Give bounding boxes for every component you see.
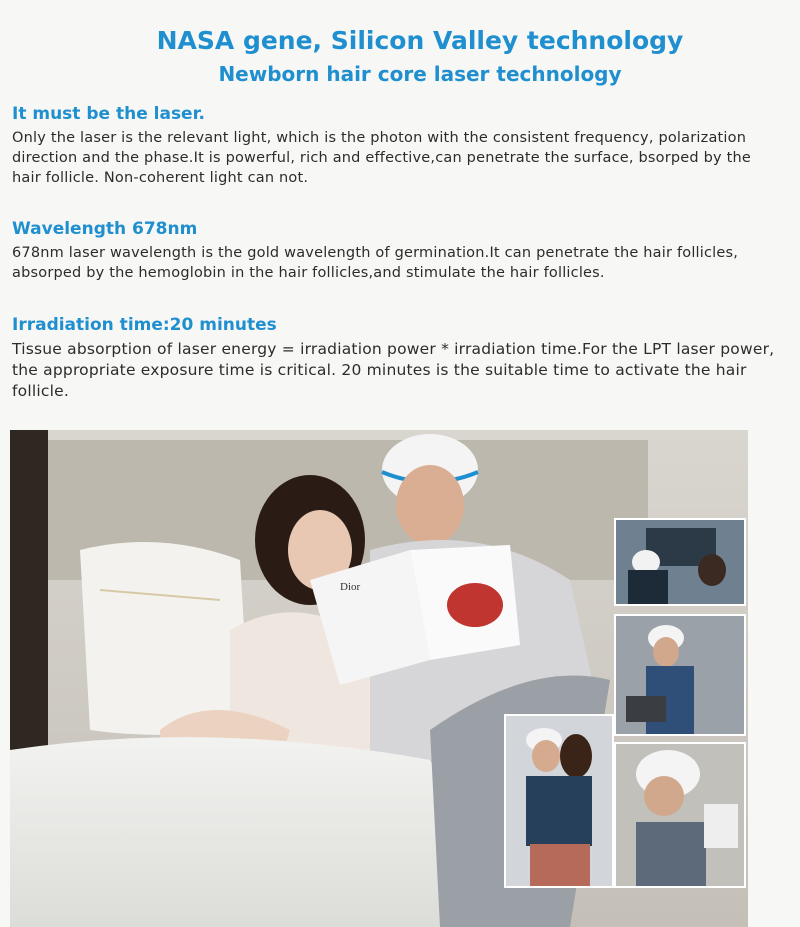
main-title: NASA gene, Silicon Valley technology [156, 26, 684, 55]
thumb-couple-hug [504, 714, 614, 888]
section-heading: Wavelength 678nm [12, 219, 198, 239]
section-laser [12, 104, 782, 188]
thumb-couple-watching-tv [614, 518, 746, 606]
sub-title: Newborn hair core laser technology [218, 62, 622, 86]
section-body: Tissue absorption of laser energy = irradiation power * irradiation time.For the LPT laser power, the appropriate exposure time is critical. 20 minutes is the suitable time to activate the hair follicle. [12, 340, 775, 400]
section-body: 678nm laser wavelength is the gold wavelength of germination.It can penetrate the hair follicles, absorped by the hemoglobin in the hair follicles,and stimulate the hair follicles. [12, 245, 739, 281]
section-body: Only the laser is the relevant light, which is the photon with the consistent frequency, polarization direction and the phase.It is powerful, rich and effective,can penetrate the surface, bsorped by the hair follicle. Non-coherent light can not. [12, 130, 752, 186]
reading-scene-illustration [616, 744, 744, 886]
section-wavelength [12, 219, 782, 283]
magazine-logo: Dior [340, 581, 361, 593]
section-irradiation-time [12, 315, 782, 402]
thumb-man-reading [614, 742, 746, 888]
tv-scene-illustration [616, 520, 744, 604]
section-heading: Irradiation time:20 minutes [12, 315, 277, 335]
office-scene-illustration [616, 616, 744, 734]
couple-hug-illustration [506, 716, 612, 886]
thumb-man-office [614, 614, 746, 736]
main-photo [10, 430, 748, 927]
section-heading: It must be the laser. [12, 104, 206, 124]
